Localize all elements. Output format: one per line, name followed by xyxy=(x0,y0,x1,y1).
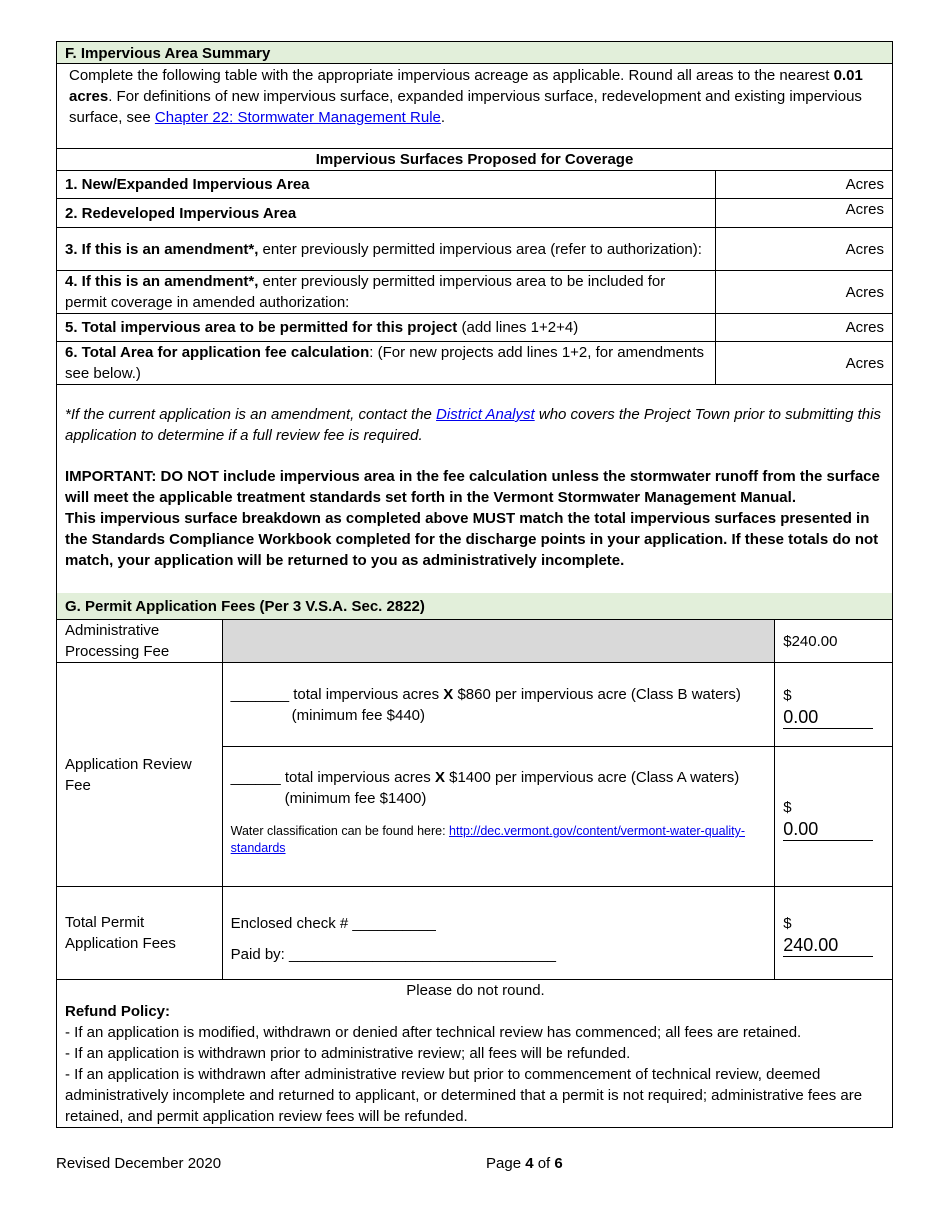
total-fee-cell: $240.00 xyxy=(775,887,893,980)
payment-details xyxy=(222,887,775,980)
class-a-fee-cell: $0.00 xyxy=(775,747,893,887)
acres-input-5[interactable]: Acres xyxy=(716,314,893,342)
review-fee-label: Application Review Fee xyxy=(57,663,223,887)
district-analyst-link[interactable]: District Analyst xyxy=(436,406,535,423)
revised-date: Revised December 2020 xyxy=(56,1155,222,1172)
table-row: 3. If this is an amendment*, enter previously permitted impervious area (refer to authorization): Acres xyxy=(57,228,893,271)
impervious-table xyxy=(56,148,893,385)
list-item: - If an application is withdrawn prior to administrative review; all fees will be refunded. xyxy=(65,1045,631,1062)
acres-input-6[interactable]: Acres xyxy=(716,342,893,385)
check-number-field[interactable]: Enclosed check # __________ xyxy=(230,915,436,932)
table-row: 2. Redeveloped Impervious Area Acres xyxy=(57,199,893,228)
fees-table xyxy=(56,619,893,980)
section-g-title: G. Permit Application Fees (Per 3 V.S.A. Sec. 2822) xyxy=(57,593,892,620)
no-round-note: Please do not round. xyxy=(406,982,545,999)
refund-title: Refund Policy: xyxy=(65,1003,171,1020)
total-fee-value[interactable]: 240.00 xyxy=(783,934,873,957)
class-b-fee-value[interactable]: 0.00 xyxy=(783,706,873,729)
table-row: 1. New/Expanded Impervious Area Acres xyxy=(57,171,893,199)
paid-by-field[interactable]: Paid by: ________________________________ xyxy=(230,946,556,963)
table-row: 6. Total Area for application fee calculation: (For new projects add lines 1+2, for amendments see below.) Acres xyxy=(57,342,893,385)
admin-fee-shaded xyxy=(222,620,775,663)
class-a-fee-value[interactable]: 0.00 xyxy=(783,818,873,841)
table-row: 4. If this is an amendment*, enter previously permitted impervious area to be included for permit coverage in amended authorization: Acres xyxy=(57,271,893,314)
list-item: - If an application is modified, withdrawn or denied after technical review has commenced; all fees are retained. xyxy=(65,1024,802,1041)
total-fee-label: Total Permit Application Fees xyxy=(57,887,223,980)
section-f-title: F. Impervious Area Summary xyxy=(57,42,892,64)
refund-policy xyxy=(65,1001,887,1127)
class-b-fee-row: _______ total impervious acres X $860 per impervious acre (Class B waters) (minimum fee $440) xyxy=(222,663,775,747)
list-item: - If an application is withdrawn after administrative review but prior to commencement of technical review, deemed administratively incomplete and returned to applicant, or determined that a permit is not required; administrative fees are retained, and permit application review fees will be refunded. xyxy=(65,1066,863,1125)
stormwater-rule-link[interactable]: Chapter 22: Stormwater Management Rule xyxy=(154,109,441,126)
class-b-acres-input[interactable]: _______ xyxy=(230,685,290,703)
amendment-note: *If the current application is an amendment, contact the District Analyst who covers the Project Town prior to submitting this application to determine if a full review fee is required. xyxy=(65,406,881,444)
acres-input-2[interactable]: Acres xyxy=(716,199,893,228)
section-g xyxy=(56,593,893,1128)
section-f-intro: Complete the following table with the appropriate impervious acreage as applicable. Round all areas to the nearest 0.01 acres. For definitions of new impervious surface, expanded impervious surface, redevelopment and existing impervious surface, see Chapter 22: Stormwater Management Rule. xyxy=(69,67,863,126)
acres-input-1[interactable]: Acres xyxy=(716,171,893,199)
table-header: Impervious Surfaces Proposed for Coverage xyxy=(57,149,893,171)
table-row: 5. Total impervious area to be permitted for this project (add lines 1+2+4) Acres xyxy=(57,314,893,342)
water-quality-link[interactable]: http://dec.vermont.gov/content/vermont-water-quality-standards xyxy=(230,824,746,855)
section-f xyxy=(56,41,893,594)
admin-fee-value: $240.00 xyxy=(775,620,893,663)
page-number: Page 4 of 6 xyxy=(486,1155,563,1172)
acres-input-3[interactable]: Acres xyxy=(716,228,893,271)
class-a-acres-input[interactable]: ______ xyxy=(230,769,281,786)
important-notice: IMPORTANT: DO NOT include impervious area in the fee calculation unless the stormwater runoff from the surface will meet the applicable treatment standards set forth in the Vermont Stormwater Management Manual. This impervious surface breakdown as completed above MUST match the total impervious surfaces presented in the Standards Compliance Workbook completed for the discharge points in your application. If these totals do not match, your application will be returned to you as administratively incomplete. xyxy=(65,468,880,569)
admin-fee-label: Administrative Processing Fee xyxy=(57,620,223,663)
acres-input-4[interactable]: Acres xyxy=(716,271,893,314)
class-b-fee-cell: $0.00 xyxy=(775,663,893,747)
class-a-fee-row: ______ total impervious acres X $1400 per impervious acre (Class A waters) (minimum fee $1400) Water classification can be found here: http://dec.vermont.gov/content/vermont-water-quality-standards xyxy=(222,747,775,887)
